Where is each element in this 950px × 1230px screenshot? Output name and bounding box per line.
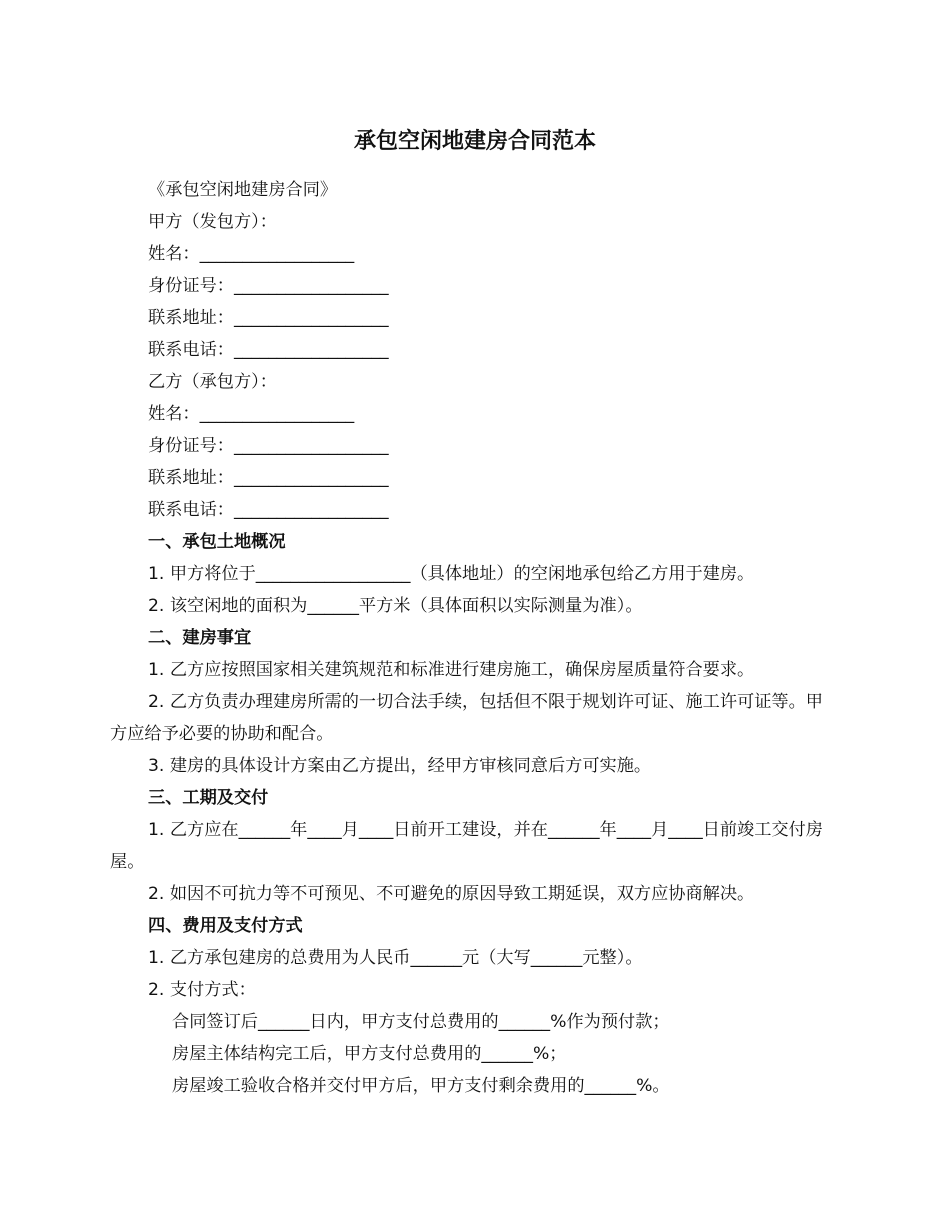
section-heading-1: 一、承包土地概况 <box>148 532 286 552</box>
clause-2-2: 2. 乙方负责办理建房所需的一切合法手续，包括但不限于规划许可证、施工许可证等。甲方应给予必要的协助和配合。 <box>110 692 823 744</box>
clause-2-1: 1. 乙方应按照国家相关建筑规范和标准进行建房施工，确保房屋质量符合要求。 <box>148 660 755 680</box>
clause-3-1: 1. 乙方应在______年____月____日前开工建设，并在______年____月____日前竣工交付房屋。 <box>110 820 823 872</box>
party-b-phone-field: 联系电话：__________________ <box>148 500 389 520</box>
party-a-id-field: 身份证号：__________________ <box>148 276 389 296</box>
section-heading-4: 四、费用及支付方式 <box>148 916 303 936</box>
party-b-id-field: 身份证号：__________________ <box>148 436 389 456</box>
payment-item-3: 房屋竣工验收合格并交付甲方后，甲方支付剩余费用的______%。 <box>172 1076 670 1096</box>
payment-item-2: 房屋主体结构完工后，甲方支付总费用的______%； <box>172 1044 567 1064</box>
document-body <box>110 174 840 1102</box>
contract-name: 《承包空闲地建房合同》 <box>148 180 338 200</box>
clause-4-1: 1. 乙方承包建房的总费用为人民币______元（大写______元整）。 <box>148 948 643 968</box>
party-a-name-field: 姓名：__________________ <box>148 244 355 264</box>
party-a-phone-field: 联系电话：__________________ <box>148 340 389 360</box>
section-heading-2: 二、建房事宜 <box>148 628 252 648</box>
party-b-heading: 乙方（承包方）： <box>148 372 277 392</box>
clause-3-2: 2. 如因不可抗力等不可预见、不可避免的原因导致工期延误，双方应协商解决。 <box>148 884 755 904</box>
document-title: 承包空闲地建房合同范本 <box>353 129 596 154</box>
party-b-name-field: 姓名：__________________ <box>148 404 355 424</box>
clause-1-2: 2. 该空闲地的面积为______平方米（具体面积以实际测量为准）。 <box>148 596 643 616</box>
clause-1-1: 1. 甲方将位于__________________（具体地址）的空闲地承包给乙方用于建房。 <box>148 564 755 584</box>
payment-item-1: 合同签订后______日内，甲方支付总费用的______%作为预付款； <box>172 1012 670 1032</box>
section-heading-3: 三、工期及交付 <box>148 788 269 808</box>
party-a-heading: 甲方（发包方）： <box>148 212 277 232</box>
party-a-address-field: 联系地址：__________________ <box>148 308 389 328</box>
clause-2-3: 3. 建房的具体设计方案由乙方提出，经甲方审核同意后方可实施。 <box>148 756 652 776</box>
party-b-address-field: 联系地址：__________________ <box>148 468 389 488</box>
clause-4-2: 2. 支付方式： <box>148 980 256 1000</box>
